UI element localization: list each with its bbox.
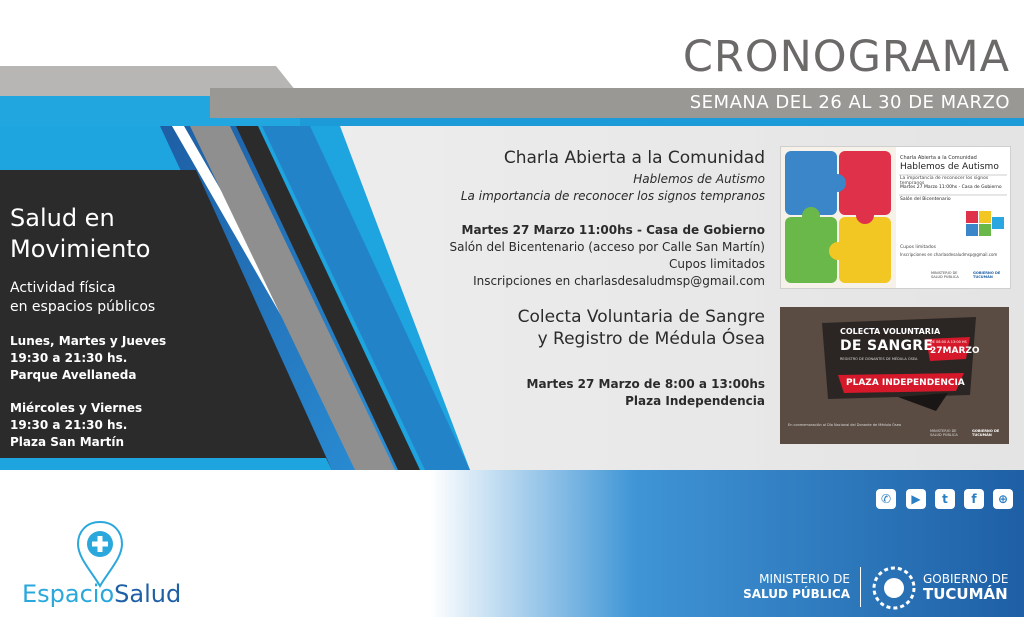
- autism-flyer-thumbnail: Charla Abierta a la Comunidad Hablemos de Autismo La importancia de reconocer los signos tempranos Martes 27 Marzo 11:00hs - Casa de Gobierno Salón del Bicentenario Cupos limitados Inscripciones en charlasdesaludmsp@gmail.com MINISTERIO DE SALUD PÚBLICA GOBIERNO DE TUCUMÁN: [780, 146, 1011, 289]
- schedule-1: Lunes, Martes y Jueves 19:30 a 21:30 hs. Parque Avellaneda: [10, 334, 167, 382]
- event-subtitle-2: La importancia de reconocer los signos tempranos: [460, 189, 765, 203]
- web-icon[interactable]: ⊕: [993, 489, 1013, 509]
- twitter-icon[interactable]: t: [935, 489, 955, 509]
- event-blood-drive: [518, 306, 765, 410]
- event-title-2: y Registro de Médula Ósea: [537, 329, 765, 349]
- schedule-2: Miércoles y Viernes 19:30 a 21:30 hs. Plaza San Martín: [10, 401, 143, 449]
- page-title: CRONOGRAMA: [682, 32, 1010, 82]
- youtube-icon[interactable]: ▶: [906, 489, 926, 509]
- event-title: Colecta Voluntaria de Sangre: [517, 307, 765, 327]
- blood-drive-flyer-thumbnail: COLECTA VOLUNTARIA DE SANGRE REGISTRO DE DONANTES DE MÉDULA ÓSEA DE 08:00 A 13:00 HS 27MARZO PLAZA INDEPENDENCIA En conmemoración al Día Nacional del Donante de Médula Ósea MINISTERIO DE SALUD PÚBLICA GOBIERNO DE TUCUMÁN: [780, 307, 1009, 444]
- event-note: Cupos limitados: [669, 257, 765, 271]
- event-datetime: Martes 27 Marzo 11:00hs - Casa de Gobierno: [461, 223, 765, 237]
- event-datetime: Martes 27 Marzo de 8:00 a 13:00hs: [526, 377, 765, 391]
- event-signup: Inscripciones en charlasdesaludmsp@gmail.com: [473, 274, 765, 288]
- facebook-icon[interactable]: f: [964, 489, 984, 509]
- ministerio-logo: MINISTERIO DE SALUD PÚBLICA: [743, 572, 850, 601]
- phone-icon[interactable]: ✆: [876, 489, 896, 509]
- event-autism-talk: [449, 147, 765, 290]
- activity-title: Salud en Movimiento: [10, 204, 151, 263]
- logo-divider: [860, 567, 861, 607]
- event-place: Plaza Independencia: [625, 394, 765, 408]
- gobierno-logo: GOBIERNO DE TUCUMÁN: [923, 572, 1009, 603]
- event-subtitle: Hablemos de Autismo: [633, 172, 765, 186]
- week-range: SEMANA DEL 26 AL 30 DE MARZO: [689, 92, 1010, 113]
- event-title: Charla Abierta a la Comunidad: [503, 148, 765, 168]
- tucuman-sun-icon: [872, 566, 916, 610]
- activity-subtitle: Actividad física en espacios públicos: [10, 280, 156, 315]
- espacio-salud-logo: EspacioSalud: [22, 580, 182, 608]
- event-place: Salón del Bicentenario (acceso por Calle San Martín): [449, 240, 765, 254]
